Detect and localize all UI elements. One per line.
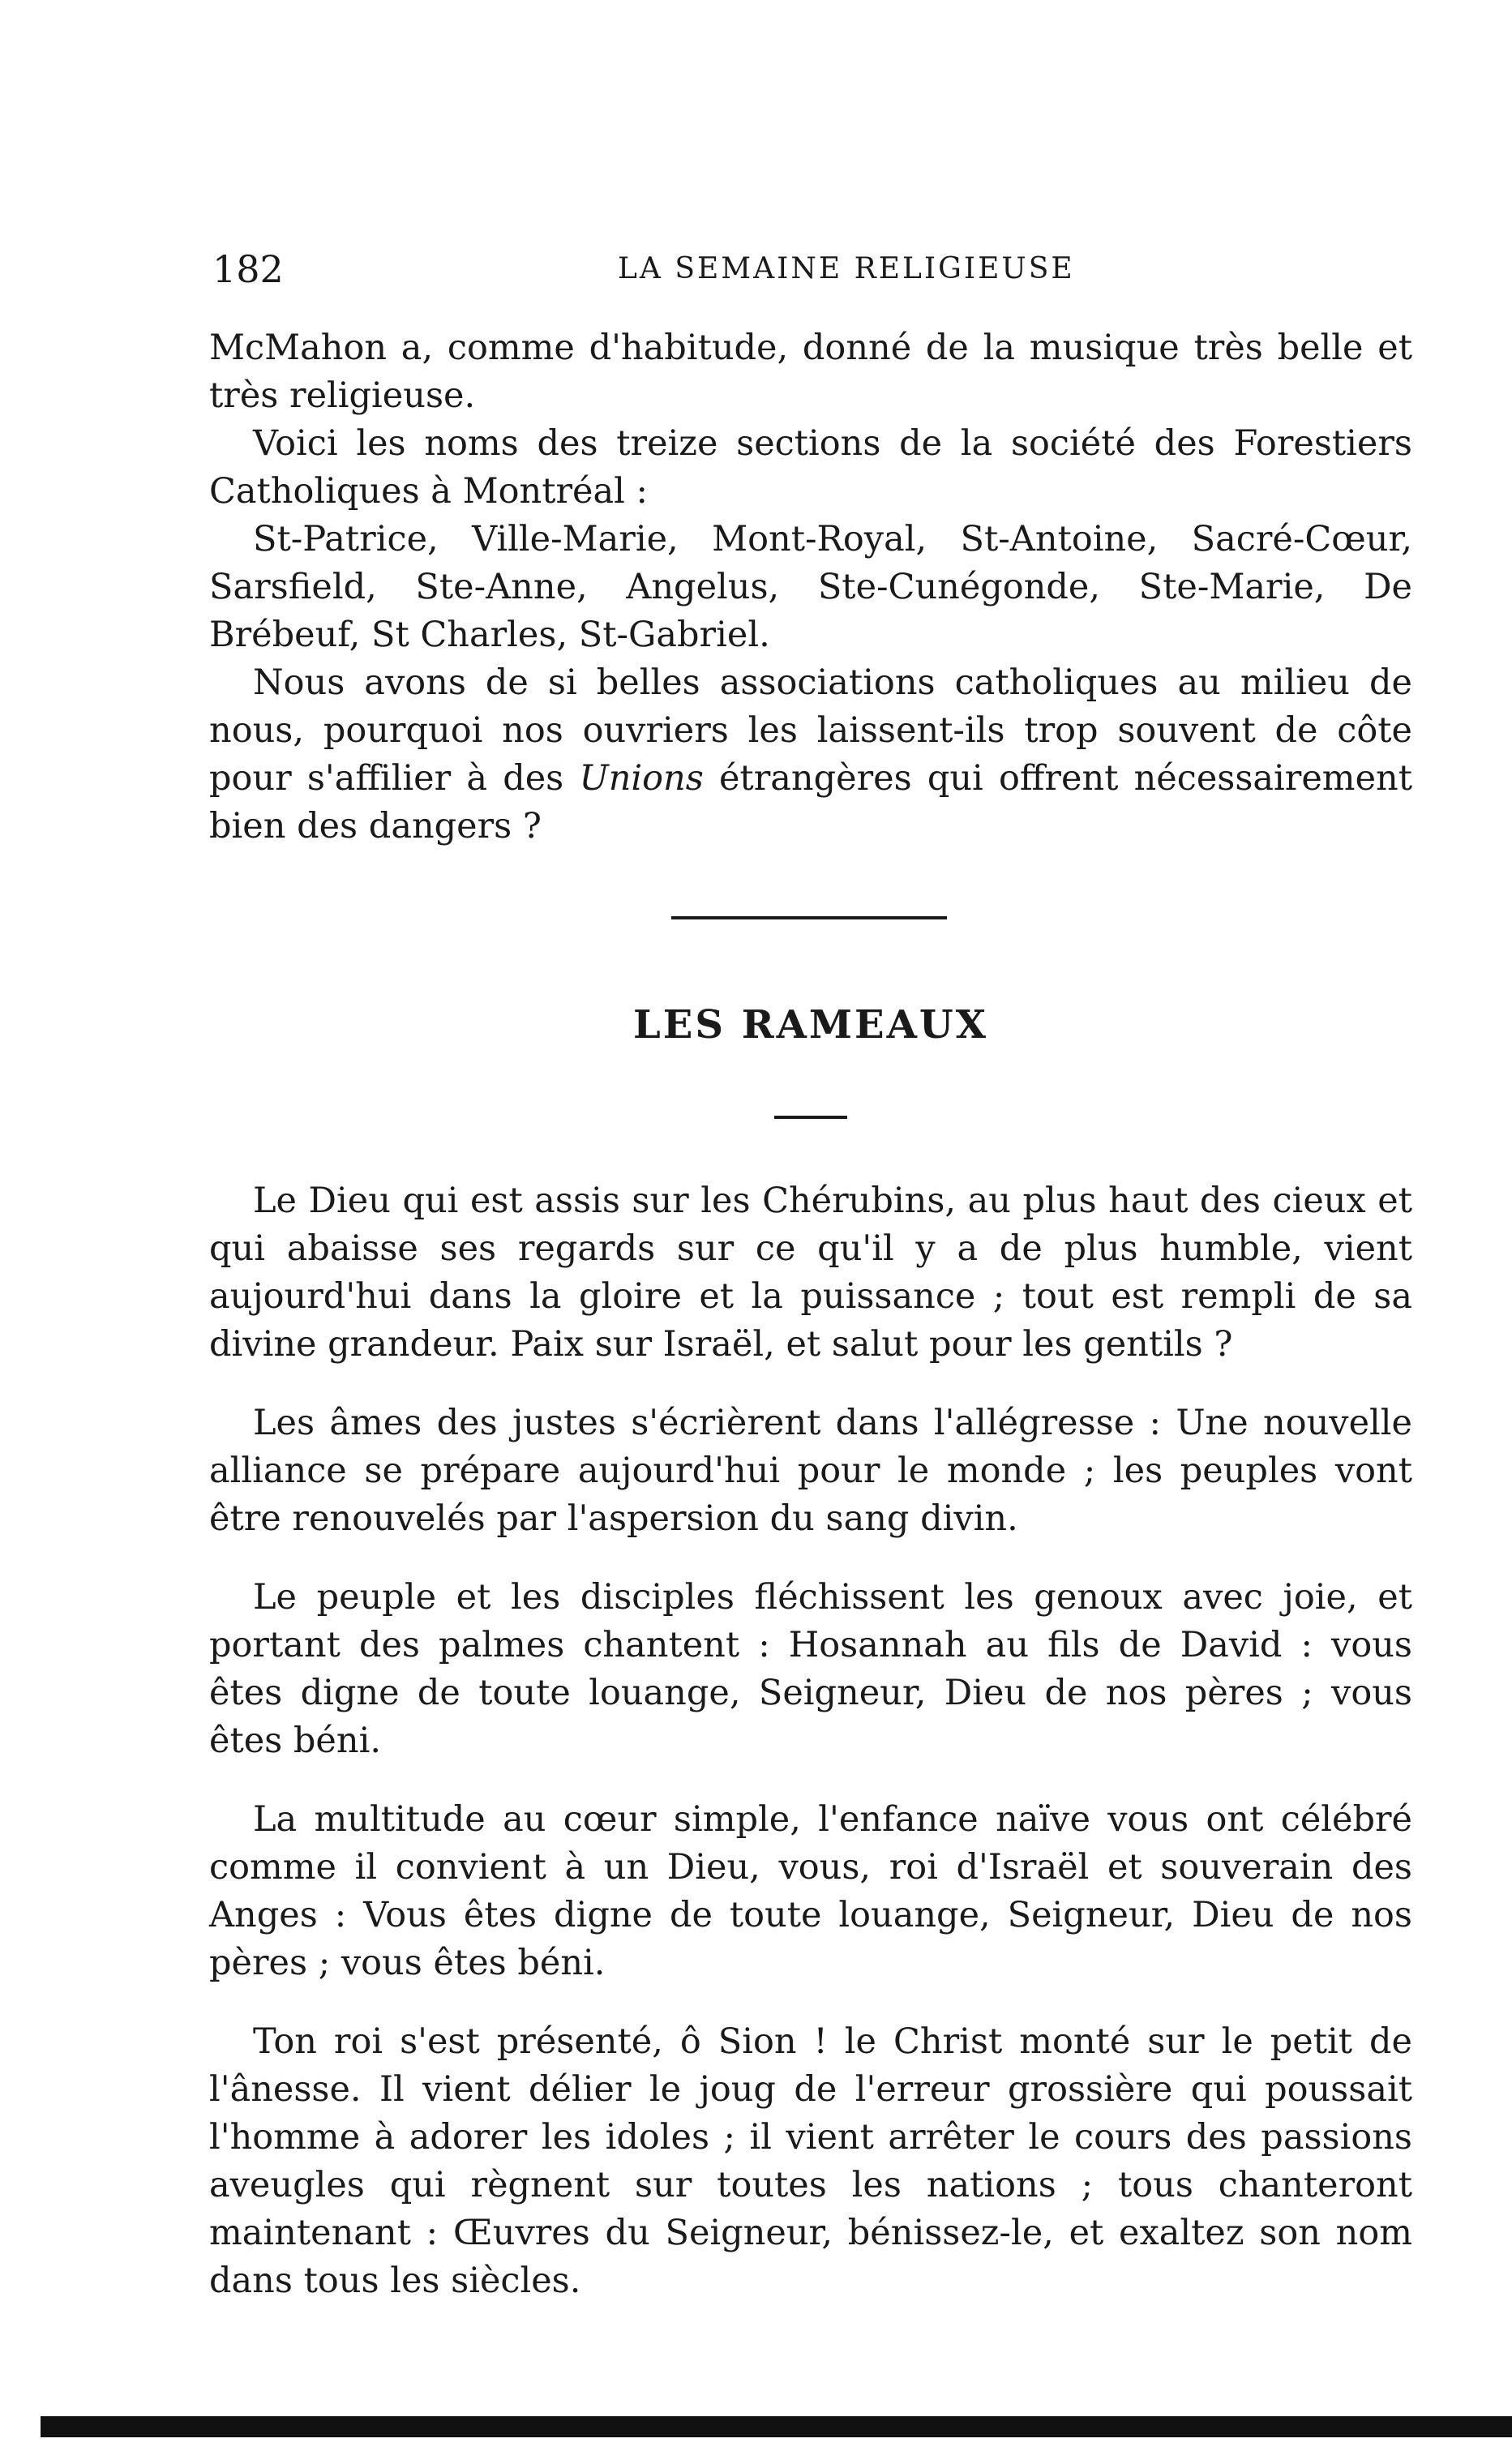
- paragraph: [209, 659, 1412, 851]
- paragraph: McMahon a, comme d'habitude, donné de la musique très belle et très religieuse.: [209, 328, 1412, 416]
- paragraph: Le peuple et les disciples fléchissent les genoux avec joie, et portant des palmes chantent : Hosannah au fils de David : vous êtes digne de toute louange, Seigneur, Dieu de nos pères ; vous êtes béni.: [209, 1577, 1412, 1761]
- page-header: [212, 245, 1412, 294]
- text-run: étrangères qui offrent nécessairement bien des dangers ?: [209, 758, 1412, 846]
- title-underline: [774, 1116, 847, 1119]
- section-body: [209, 1177, 1412, 2336]
- paragraph: La multitude au cœur simple, l'enfance naïve vous ont célébré comme il convient à un Dieu, vous, roi d'Israël et souverain des Anges : Vous êtes digne de toute louange, Seigneur, Dieu de nos pères ; vous êtes béni.: [209, 1799, 1412, 1983]
- section-title: LES RAMEAUX: [633, 1002, 988, 1048]
- scan-edge-band: [41, 2416, 1512, 2437]
- page-number: 182: [212, 247, 284, 291]
- paragraph: Le Dieu qui est assis sur les Chérubins, au plus haut des cieux et qui abaisse ses regards sur ce qu'il y a de plus humble, vient aujourd'hui dans la gloire et la puissance ; tout est rempli de sa divine grandeur. Paix sur Israël, et salut pour les gentils ?: [209, 1181, 1412, 1365]
- paragraph: Voici les noms des treize sections de la société des Forestiers Catholiques à Montréal :: [209, 423, 1412, 512]
- italic-word: Unions: [579, 758, 704, 799]
- paragraph: St-Patrice, Ville-Marie, Mont-Royal, St-Antoine, Sacré-Cœur, Sarsfield, Ste-Anne, Angelus, Ste-Cunégonde, Ste-Marie, De Brébeuf, St Charles, St-Gabriel.: [209, 519, 1412, 655]
- separator-rule: [671, 916, 947, 919]
- paragraph: Ton roi s'est présenté, ô Sion ! le Christ monté sur le petit de l'ânesse. Il vient délier le joug de l'erreur grossière qui poussait l'homme à adorer les idoles ; il vient arrêter le cours des passions aveugles qui règnent sur toutes les nations ; tous chanteront maintenant : Œuvres du Seigneur, bénissez-le, et exaltez son nom dans tous les siècles.: [209, 2021, 1412, 2301]
- intro-text: [209, 324, 1412, 851]
- text-run: Nous avons de si belles associations catholiques au milieu de nous, pourquoi nos ouvriers les laissent-ils trop souvent de côte pour s'affilier à des: [209, 662, 1412, 799]
- running-head: LA SEMAINE RELIGIEUSE: [618, 252, 1075, 285]
- paragraph: Les âmes des justes s'écrièrent dans l'allégresse : Une nouvelle alliance se prépare aujourd'hui pour le monde ; les peuples vont être renouvelés par l'aspersion du sang divin.: [209, 1403, 1412, 1539]
